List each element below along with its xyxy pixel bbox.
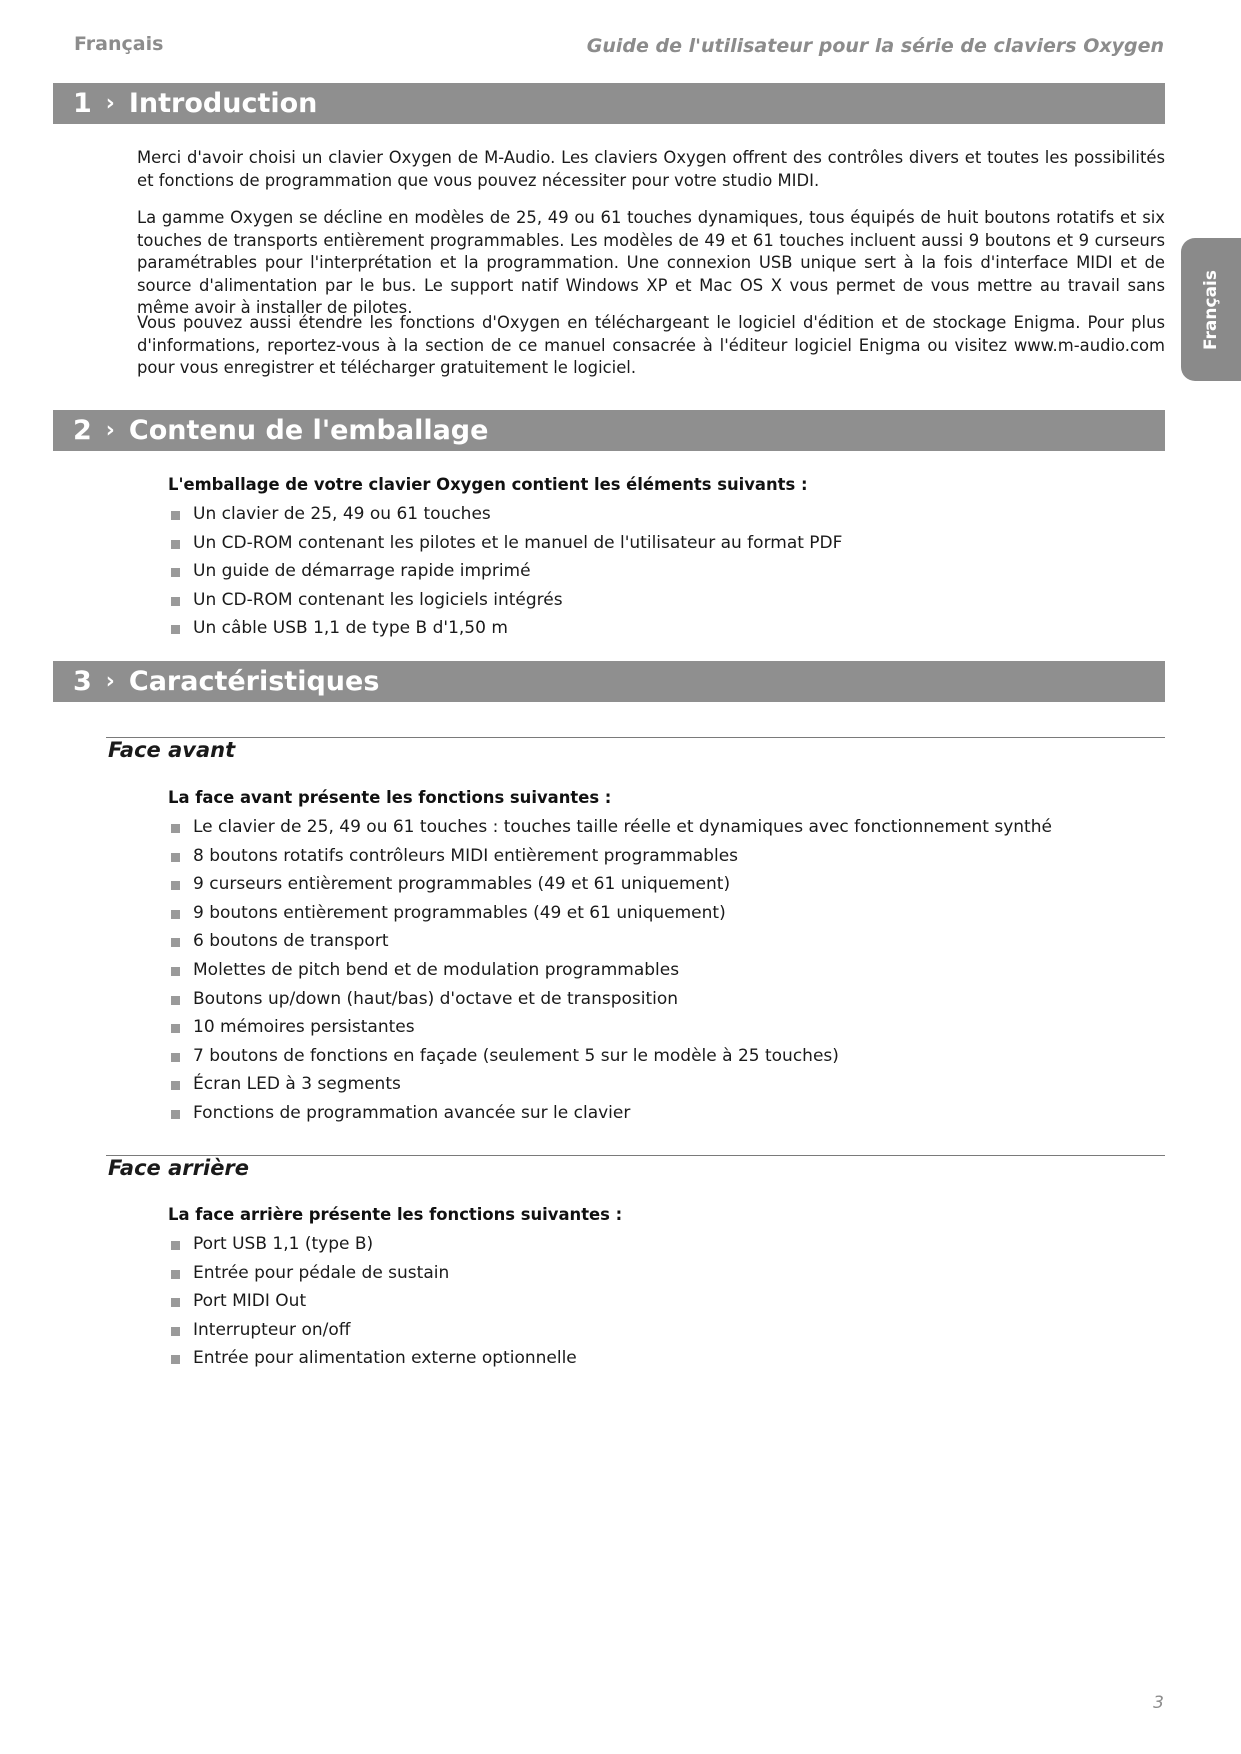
section-title: Caractéristiques: [128, 666, 380, 697]
page-number: 3: [1153, 1693, 1164, 1713]
language-side-tab: [1181, 238, 1241, 381]
front-panel-list-intro: La face avant présente les fonctions suivantes :: [168, 788, 612, 807]
list-item: 9 boutons entièrement programmables (49 et 61 uniquement): [171, 899, 1052, 928]
section-heading-features: [53, 661, 1165, 702]
package-list-intro: L'emballage de votre clavier Oxygen contient les éléments suivants :: [168, 475, 808, 494]
package-contents-list: [171, 500, 842, 643]
subsection-divider: [106, 737, 1165, 738]
side-tab-label: Français: [1201, 269, 1221, 350]
chevron-right-icon: ›: [105, 669, 115, 694]
rear-panel-features-list: [171, 1230, 577, 1373]
list-item: Entrée pour alimentation externe optionnelle: [171, 1344, 577, 1373]
list-item: Boutons up/down (haut/bas) d'octave et de transposition: [171, 985, 1052, 1014]
list-item: Entrée pour pédale de sustain: [171, 1259, 577, 1288]
section-title: Contenu de l'emballage: [128, 415, 489, 446]
front-panel-features-list: [171, 813, 1052, 1128]
list-item: 6 boutons de transport: [171, 927, 1052, 956]
list-item: Interrupteur on/off: [171, 1316, 577, 1345]
list-item: Port USB 1,1 (type B): [171, 1230, 577, 1259]
section-number: 1: [73, 88, 92, 119]
list-item: 8 boutons rotatifs contrôleurs MIDI entièrement programmables: [171, 842, 1052, 871]
list-item: 7 boutons de fonctions en façade (seulement 5 sur le modèle à 25 touches): [171, 1042, 1052, 1071]
list-item: Un clavier de 25, 49 ou 61 touches: [171, 500, 842, 529]
list-item: Un CD-ROM contenant les pilotes et le manuel de l'utilisateur au format PDF: [171, 529, 842, 558]
list-item: Port MIDI Out: [171, 1287, 577, 1316]
intro-paragraph-3: Vous pouvez aussi étendre les fonctions d'Oxygen en téléchargeant le logiciel d'édition et de stockage Enigma. Pour plus d'informations, reportez-vous à la section de ce manuel consacrée à l'éditeur logiciel Enigma ou visitez www.m-audio.com pour vous enregistrer et télécharger gratuitement le logiciel.: [137, 313, 1165, 377]
section-number: 2: [73, 415, 92, 446]
header-language: Français: [74, 33, 164, 55]
intro-paragraph-2: La gamme Oxygen se décline en modèles de 25, 49 ou 61 touches dynamiques, tous équipés de huit boutons rotatifs et six touches de transports entièrement programmables. Les modèles de 49 et 61 touches incluent aussi 9 boutons et 9 curseurs paramétrables pour l'interprétation et la programmation. Une connexion USB unique sert à la fois d'interface MIDI et de source d'alimentation par le bus. Le support natif Windows XP et Mac OS X vous permet de vous mettre au travail sans même avoir à installer de pilotes.: [137, 208, 1165, 317]
section-title: Introduction: [128, 88, 318, 119]
list-item: 9 curseurs entièrement programmables (49 et 61 uniquement): [171, 870, 1052, 899]
section-heading-introduction: [53, 83, 1165, 124]
list-item: 10 mémoires persistantes: [171, 1013, 1052, 1042]
header-guide-title: Guide de l'utilisateur pour la série de claviers Oxygen: [586, 35, 1164, 57]
section-heading-package-contents: [53, 410, 1165, 451]
list-item: Molettes de pitch bend et de modulation programmables: [171, 956, 1052, 985]
subsection-title-rear-panel: Face arrière: [108, 1156, 250, 1180]
section-number: 3: [73, 666, 92, 697]
rear-panel-list-intro: La face arrière présente les fonctions suivantes :: [168, 1205, 623, 1224]
intro-paragraph-1: Merci d'avoir choisi un clavier Oxygen de M-Audio. Les claviers Oxygen offrent des contrôles divers et toutes les possibilités et fonctions de programmation que vous pouvez nécessiter pour votre studio MIDI.: [137, 148, 1165, 190]
subsection-title-front-panel: Face avant: [108, 738, 236, 762]
list-item: Un câble USB 1,1 de type B d'1,50 m: [171, 614, 842, 643]
chevron-right-icon: ›: [105, 91, 115, 116]
list-item: Le clavier de 25, 49 ou 61 touches : touches taille réelle et dynamiques avec fonctionnement synthé: [171, 813, 1052, 842]
subsection-divider: [106, 1155, 1165, 1156]
chevron-right-icon: ›: [105, 418, 115, 443]
list-item: Fonctions de programmation avancée sur le clavier: [171, 1099, 1052, 1128]
list-item: Écran LED à 3 segments: [171, 1070, 1052, 1099]
list-item: Un guide de démarrage rapide imprimé: [171, 557, 842, 586]
list-item: Un CD-ROM contenant les logiciels intégrés: [171, 586, 842, 615]
